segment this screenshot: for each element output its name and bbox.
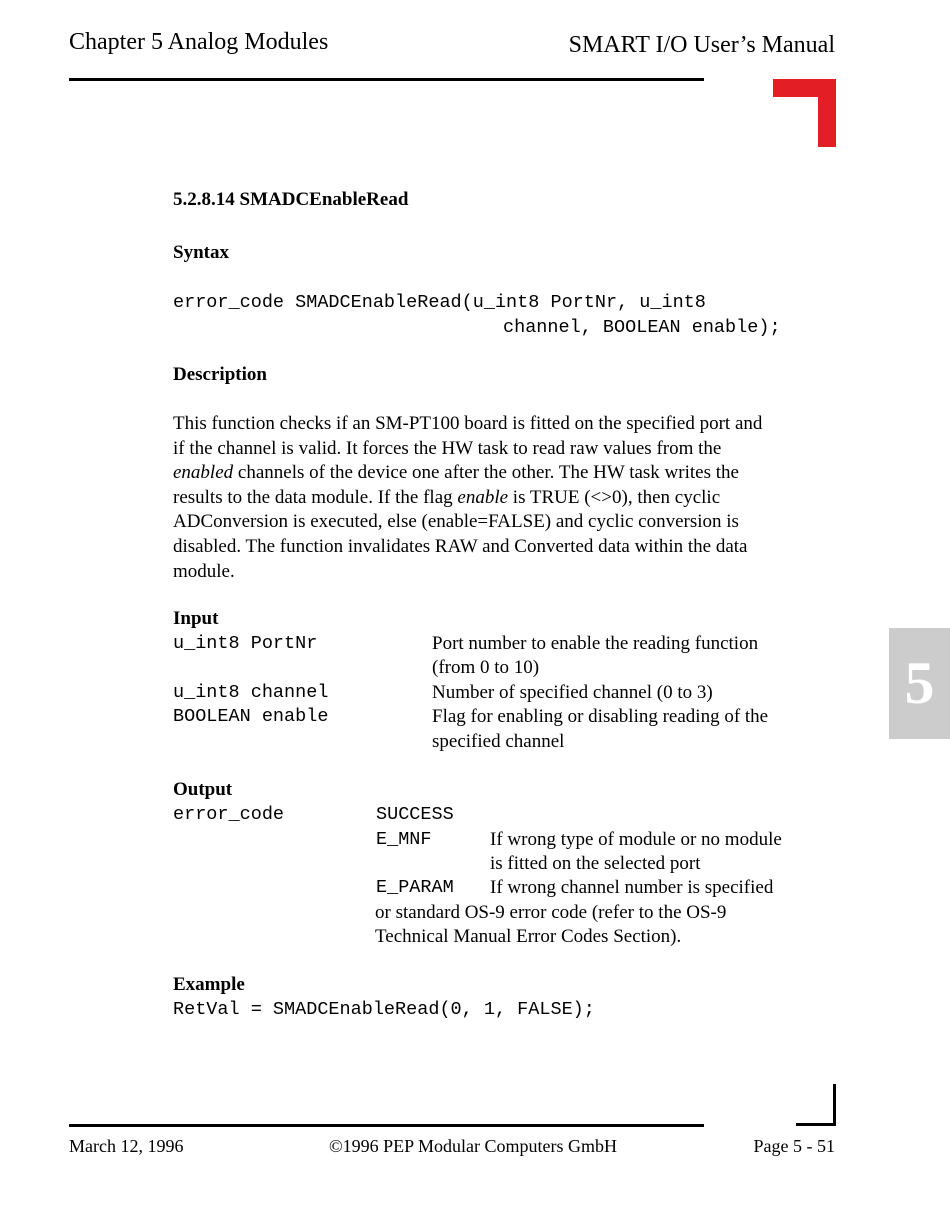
description-line: if the channel is valid. It forces the HW task to read raw values from the [173,437,722,459]
header-rule [69,78,704,81]
syntax-line: error_code SMADCEnableRead(u_int8 PortNr, u_int8 [173,292,706,313]
output-param: error_code [173,804,285,825]
input-param: u_int8 PortNr [173,633,318,654]
output-note: Technical Manual Error Codes Section). [375,926,682,947]
output-success-code: SUCCESS [376,804,454,825]
example-heading: Example [173,974,245,995]
description-heading: Description [173,364,267,385]
syntax-line: channel, BOOLEAN enable); [503,317,781,338]
input-param: BOOLEAN enable [173,706,329,727]
input-desc: Number of specified channel (0 to 3) [432,682,713,703]
input-desc: Port number to enable the reading function [432,633,759,654]
chapter-tab [889,628,950,739]
footer-page-number: Page 5 - 51 [753,1136,835,1156]
description-line: disabled. The function invalidates RAW and Converted data within the data [173,535,748,557]
input-param: u_int8 channel [173,682,329,703]
description-line: module. [173,560,235,582]
corner-mark-top [773,79,836,147]
description-line: ADConversion is executed, else (enable=FALSE) and cyclic conversion is [173,511,739,533]
chapter-title: Chapter 5 Analog Modules [69,29,329,55]
input-desc: specified channel [432,731,565,752]
section-title: 5.2.8.14 SMADCEnableRead [173,189,409,210]
footer-rule [69,1124,704,1127]
input-desc: Flag for enabling or disabling reading of the [432,706,769,727]
footer-date: March 12, 1996 [69,1136,184,1156]
footer-copyright: ©1996 PEP Modular Computers GmbH [329,1136,618,1156]
description-paragraph [173,412,762,584]
description-line: enabled channels of the device one after the other. The HW task writes the [173,462,739,484]
output-error-desc: is fitted on the selected port [490,853,701,874]
input-heading: Input [173,608,219,629]
example-code: RetVal = SMADCEnableRead(0, 1, FALSE); [173,999,595,1020]
corner-mark-bottom [796,1084,836,1126]
output-error-code: E_MNF [376,829,432,850]
input-desc: (from 0 to 10) [432,657,540,678]
output-error-code: E_PARAM [376,877,454,898]
output-heading: Output [173,779,233,800]
description-line: results to the data module. If the flag enable is TRUE (<>0), then cyclic [173,486,721,508]
description-line: This function checks if an SM-PT100 board is fitted on the specified port and [173,413,763,434]
chapter-tab-number: 5 [904,650,935,716]
output-error-desc: If wrong type of module or no module [490,829,782,850]
output-note: or standard OS-9 error code (refer to the OS-9 [375,902,727,923]
syntax-heading: Syntax [173,242,229,263]
output-error-desc: If wrong channel number is specified [490,877,774,898]
manual-title: SMART I/O User’s Manual [568,32,835,58]
